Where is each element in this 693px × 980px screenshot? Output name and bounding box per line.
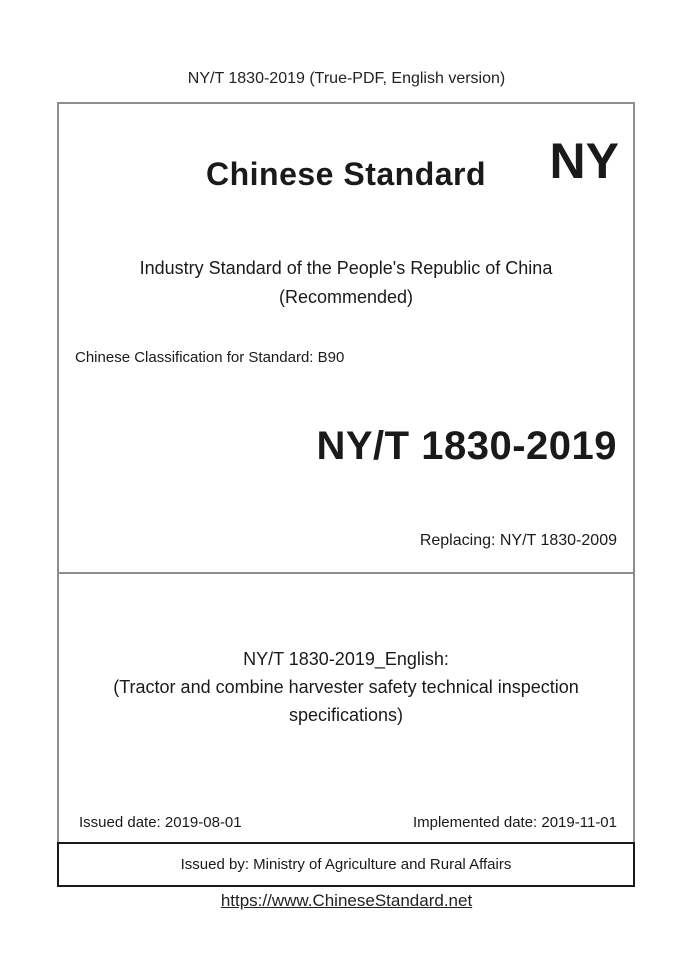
brand-title: Chinese Standard [205, 156, 487, 192]
brand-code: NY [549, 133, 619, 189]
site-link-row [0, 889, 693, 913]
standard-type-line1: Industry Standard of the People's Republic of China [139, 258, 553, 278]
issued-date: Issued date: 2019-08-01 [79, 814, 242, 831]
issuer-box [57, 842, 635, 887]
classification-line: Chinese Classification for Standard: B90 [75, 349, 345, 366]
english-title-line2: (Tractor and combine harvester safety technical inspection [113, 677, 579, 697]
english-title-line3: specifications) [288, 705, 404, 725]
standard-number: NY/T 1830-2019 [316, 424, 617, 468]
site-link[interactable]: https://www.ChineseStandard.net [220, 891, 473, 910]
dates-row [59, 813, 633, 833]
implemented-date: Implemented date: 2019-11-01 [412, 814, 617, 831]
header-note: NY/T 1830-2019 (True-PDF, English version) [187, 70, 506, 87]
standard-type-block [59, 254, 633, 312]
cover-top-box [57, 102, 635, 574]
cover-middle-box [57, 572, 635, 844]
issuer-line: Issued by: Ministry of Agriculture and Rural Affairs [180, 855, 512, 873]
english-title-block [59, 645, 633, 729]
english-title-line1: NY/T 1830-2019_English: [243, 649, 449, 669]
replacing-note: Replacing: NY/T 1830-2009 [419, 532, 617, 549]
standard-type-line2: (Recommended) [278, 287, 414, 307]
